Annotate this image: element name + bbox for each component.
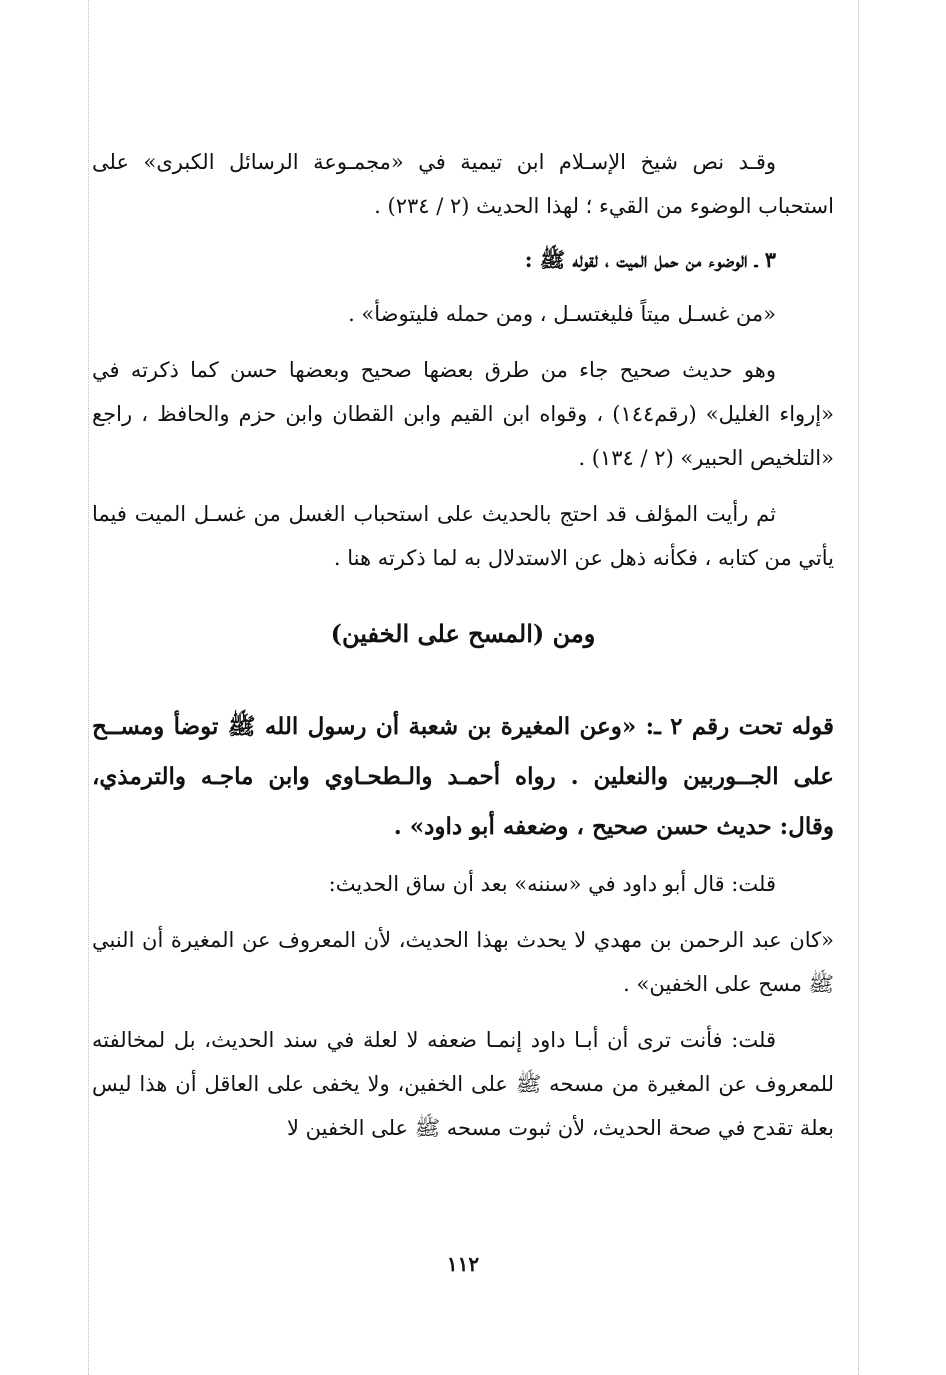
section-heading: ومن (المسح على الخفين) [330,619,596,648]
document-page [92,140,834,1340]
paragraph-abu-dawud: قلت: قال أبو داود في «سننه» بعد أن ساق الحديث: [328,872,776,896]
section-item-3-heading: ٣ ـ الوضوء من حمل الميت ، لقوله ﷺ : [524,247,776,272]
page-number: ١١٢ [446,1252,480,1276]
paragraph-conclusion: قلت: فأنت ترى أن أبـا داود إنمـا ضعفه لا لعلة في سند الحديث، بل لمخالفته للمعروف عن المغيرة من مسحه ﷺ على الخفين، ولا يخفى على العاقل أن هذا ليس بعلة تقدح في صحة الحديث، لأن ثبوت مسحه ﷺ على الخفين لا [92,1028,834,1140]
scan-margin-line-right [858,0,859,1375]
paragraph-ibn-taymiyyah: وقـد نص شيخ الإسـلام ابن تيمية في «مجمـوعة الرسائل الكبرى» على استحباب الوضوء من القيء ؛ لهذا الحديث (٢ / ٢٣٤) . [92,150,834,218]
paragraph-author-note: ثم رأيت المؤلف قد احتج بالحديث على استحباب الغسل من غسـل الميت فيما يأتي من كتابه ، فكأنه ذهل عن الاستدلال به لما ذكرته هنا . [92,502,834,570]
hadith-quote: «من غسـل ميتاً فليغتسـل ، ومن حمله فليتوضأ» . [348,302,776,326]
paragraph-hadith-grading: وهو حديث صحيح جاء من طرق بعضها صحيح وبعضها حسن كما ذكرته في «إرواء الغليل» (رقم١٤٤) ، وقواه ابن القيم وابن القطان وابن حزم والحافظ ، راجع «التلخيص الحبير» (٢ / ١٣٤) . [92,358,834,470]
paragraph-quoted-statement: قوله تحت رقم ٢ ـ: «وعن المغيرة بن شعبة أن رسول الله ﷺ توضأ ومســح على الجــوربين والنعلين . رواه أحمـد والـطحـاوي وابن ماجـه والترمذي، وقال: حديث حسن صحيح ، وضعفه أبو داود» . [92,713,835,840]
paragraph-ibn-mahdi-quote: «كان عبد الرحمن بن مهدي لا يحدث بهذا الحديث، لأن المعروف عن المغيرة أن النبي ﷺ مسح على الخفين» . [92,928,834,996]
scan-margin-line-left [88,0,89,1375]
